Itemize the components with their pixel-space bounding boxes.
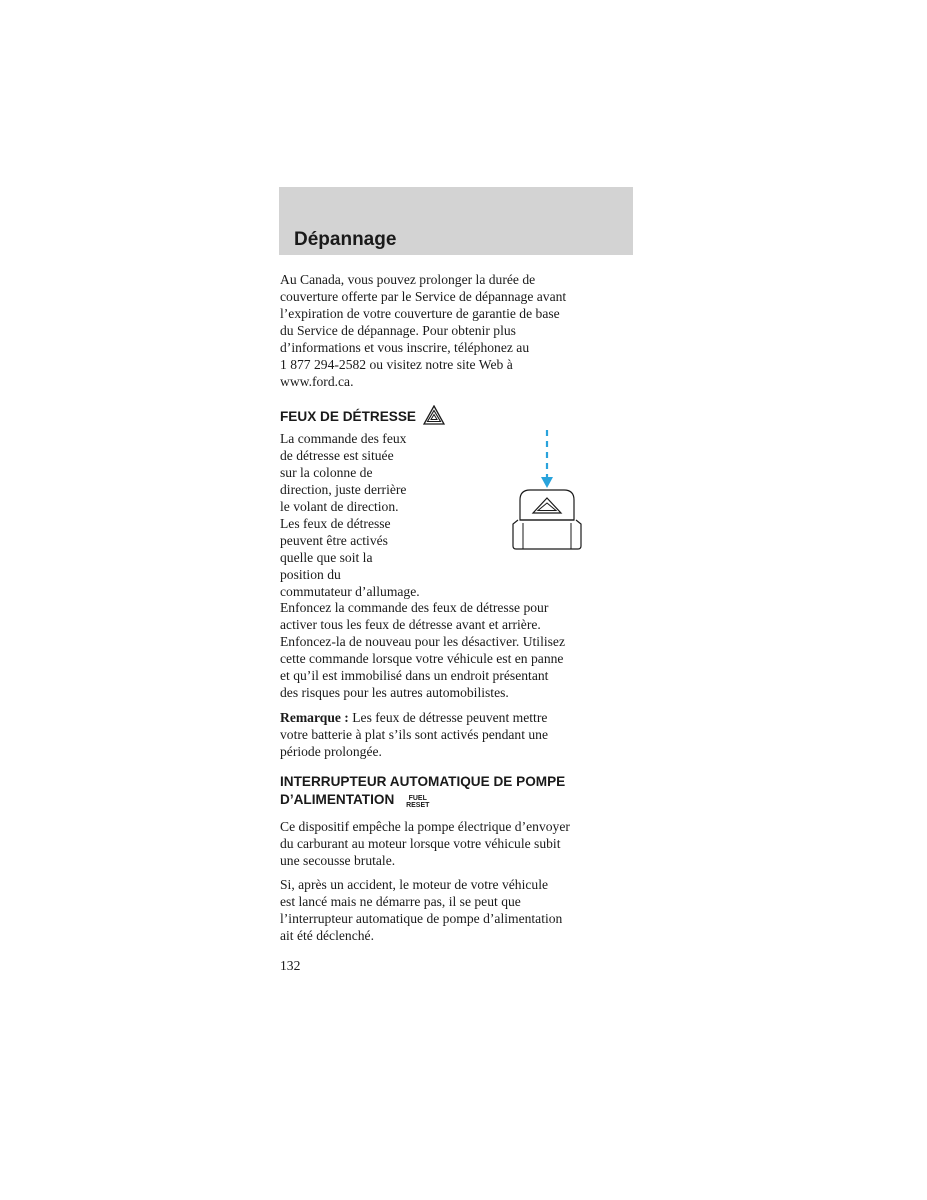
hazard-location-text: La commande des feux de détresse est située sur la colonne de direction, juste derrière le volant de direction. Les feux de détresse peuvent être activés quelle que soit la position du commutateur d’allumage. bbox=[280, 431, 420, 599]
fuel-icon-bottom-text: RESET bbox=[406, 802, 430, 809]
fuel-paragraph-2: Si, après un accident, le moteur de votre véhicule est lancé mais ne démarre pas, il se peut que l’interrupteur automatique de pompe d’alimentation ait été déclenché. bbox=[280, 877, 563, 943]
hazard-note-paragraph bbox=[280, 709, 635, 760]
arrow-head bbox=[541, 477, 553, 488]
section-title: Dépannage bbox=[294, 229, 397, 250]
fuel-heading bbox=[280, 773, 640, 810]
section-header-band bbox=[279, 187, 633, 255]
fuel-heading-line1: INTERRUPTEUR AUTOMATIQUE DE POMPE bbox=[280, 774, 566, 789]
page-number: 132 bbox=[280, 958, 301, 973]
switch-button-top bbox=[520, 490, 574, 520]
intro-paragraph: Au Canada, vous pouvez prolonger la durée de couverture offerte par le Service de dépannage avant l’expiration de votre couverture de garantie de base du Service de dépannage. Pour obtenir plus d’informations et vous inscrire, téléphonez au 1 877 294-2582 ou visitez notre site Web à www.ford.ca. bbox=[280, 272, 567, 389]
note-text: Les feux de détresse peuvent mettre votre batterie à plat s’ils sont activés pendant une période prolongée. bbox=[280, 710, 549, 759]
hazard-heading-text: FEUX DE DÉTRESSE bbox=[280, 409, 416, 424]
fuel-heading-line2: D’ALIMENTATION bbox=[280, 792, 395, 807]
fuel-reset-icon bbox=[406, 795, 429, 810]
fuel-paragraph-1: Ce dispositif empêche la pompe électrique d’envoyer du carburant au moteur lorsque votre véhicule subit une secousse brutale. bbox=[280, 819, 570, 868]
hazard-triangle-icon bbox=[423, 405, 445, 430]
hazard-switch-illustration bbox=[508, 428, 588, 558]
hazard-heading bbox=[280, 405, 640, 430]
hazard-usage-paragraph: Enfoncez la commande des feux de détresse pour activer tous les feux de détresse avant et arrière. Enfoncez-la de nouveau pour les désactiver. Utilisez cette commande lorsque votre véhicule est en panne et qu’il est immobilisé dans un endroit présentant des risques pour les autres automobilistes. bbox=[280, 600, 565, 700]
fuel-icon-top-text: FUEL bbox=[408, 794, 427, 802]
note-label: Remarque : bbox=[280, 710, 349, 725]
